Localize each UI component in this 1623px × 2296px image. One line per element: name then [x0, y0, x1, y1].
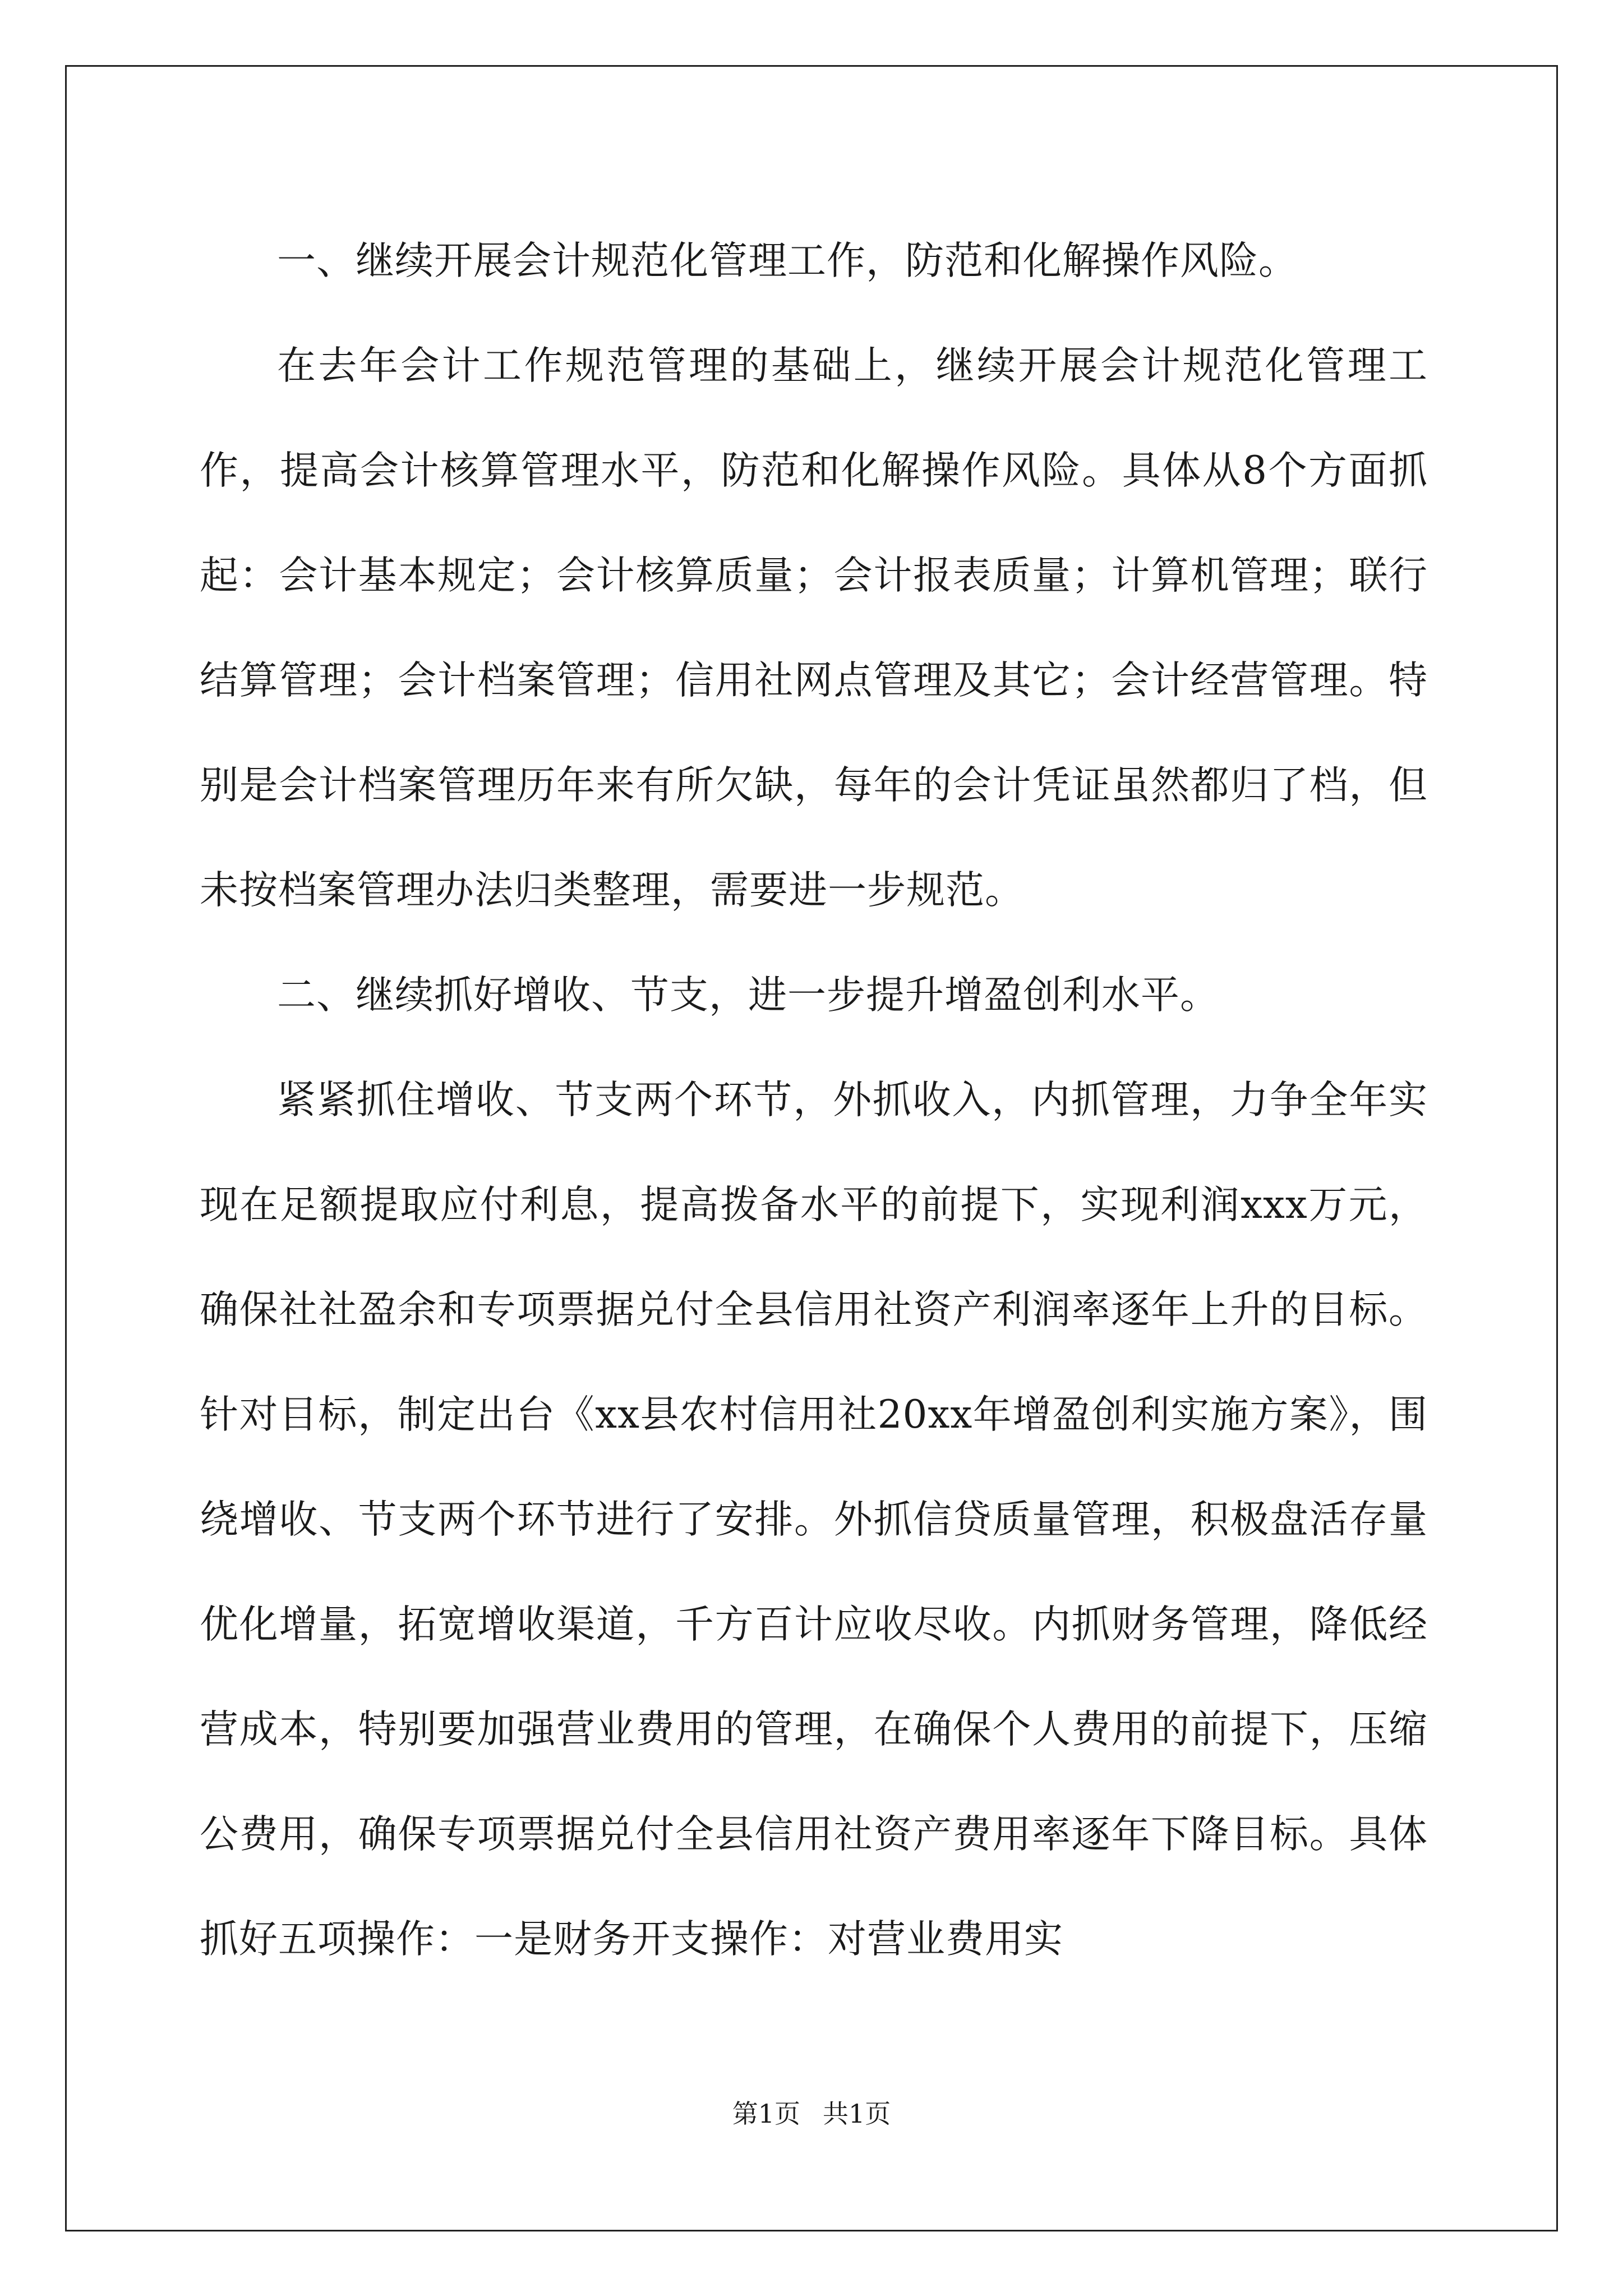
- document-body: [200, 209, 1428, 1992]
- page-total: 共1页: [823, 2099, 891, 2129]
- body-paragraph-2: 紧紧抓住增收、节支两个环节，外抓收入，内抓管理，力争全年实现在足额提取应付利息，提高拨备水平的前提下，实现利润xxx万元，确保社社盈余和专项票据兑付全县信用社资产利润率逐年上升的目标。针对目标，制定出台《xx县农村信用社20xx年增盈创利实施方案》，围绕增收、节支两个环节进行了安排。外抓信贷质量管理，积极盘活存量优化增量，拓宽增收渠道，千方百计应收尽收。内抓财务管理，降低经营成本，特别要加强营业费用的管理，在确保个人费用的前提下，压缩公费用，确保专项票据兑付全县信用社资产费用率逐年下降目标。具体抓好五项操作：一是财务开支操作：对营业费用实: [200, 1078, 1428, 1962]
- page-footer: [0, 2097, 1623, 2131]
- section-heading-1: 一、继续开展会计规范化管理工作，防范和化解操作风险。: [277, 238, 1298, 283]
- page-number: 第1页: [732, 2099, 800, 2129]
- section-heading-2: 二、继续抓好增收、节支，进一步提升增盈创利水平。: [277, 973, 1219, 1018]
- body-paragraph-1: 在去年会计工作规范管理的基础上，继续开展会计规范化管理工作，提高会计核算管理水平，防范和化解操作风险。具体从8个方面抓起：会计基本规定；会计核算质量；会计报表质量；计算机管理；联行结算管理；会计档案管理；信用社网点管理及其它；会计经营管理。特别是会计档案管理历年来有所欠缺，每年的会计凭证虽然都归了档，但未按档案管理办法归类整理，需要进一步规范。: [200, 343, 1428, 913]
